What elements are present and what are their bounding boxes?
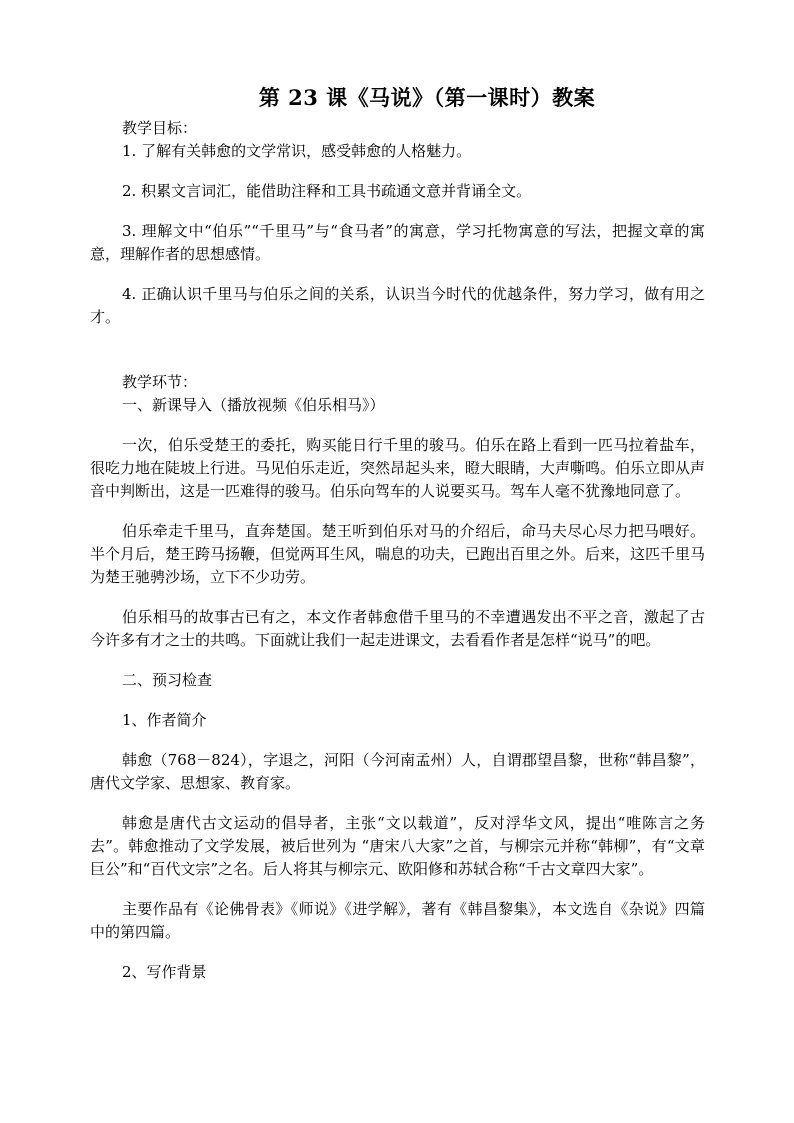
section-heading-intro: 一、新课导入（播放视频《伯乐相马》） — [122, 396, 385, 414]
subheading-background: 2、写作背景 — [122, 963, 207, 981]
story-paragraph-2: 伯乐牵走千里马，直奔楚国。楚王听到伯乐对马的介绍后，命马夫尽心尽力把马喂好。半个月后，楚王跨马扬鞭，但觉两耳生风，喘息的功夫，已跑出百里之外。后来，这匹千里马为楚王驰骋沙场，立下不少功劳。 — [90, 522, 706, 586]
story-paragraph-1: 一次，伯乐受楚王的委托，购买能日行千里的骏马。伯乐在路上看到一匹马拉着盐车，很吃力地在陡坡上行进。马见伯乐走近，突然昂起头来，瞪大眼睛，大声嘶鸣。伯乐立即从声音中判断出，这是一匹难得的骏马。伯乐向驾车的人说要买马。驾车人毫不犹豫地同意了。 — [90, 436, 706, 500]
goal-item-1: 1. 了解有关韩愈的文学常识，感受韩愈的人格魅力。 — [122, 142, 472, 160]
author-paragraph-2: 韩愈是唐代古文运动的倡导者，主张“文以载道”，反对浮华文风，提出“唯陈言之务去”。韩愈推动了文学发展，被后世列为 “唐宋八大家”之首，与柳宗元并称“韩柳”，有“文章巨公”和“百代文宗”之名。后人将其与柳宗元、欧阳修和苏轼合称“千古文章四大家”。 — [90, 814, 705, 878]
author-paragraph-3: 主要作品有《论佛骨表》《师说》《进学解》，著有《韩昌黎集》，本文选自《杂说》四篇中的第四篇。 — [90, 900, 705, 941]
goal-item-2: 2. 积累文言词汇，能借助注释和工具书疏通文意并背诵全文。 — [122, 182, 532, 200]
page-title: 第 23 课《马说》（第一课时）教案 — [258, 85, 596, 110]
section-heading-preview: 二、预习检查 — [122, 671, 213, 689]
goals-heading: 教学目标： — [122, 119, 198, 137]
goal-item-4: 4. 正确认识千里马与伯乐之间的关系，认识当今时代的优越条件，努力学习，做有用之才。 — [90, 285, 705, 326]
subheading-author: 1、作者简介 — [122, 711, 207, 729]
story-paragraph-3: 伯乐相马的故事古已有之，本文作者韩愈借千里马的不幸遭遇发出不平之音，激起了古今许多有才之士的共鸣。下面就让我们一起走进课文，去看看作者是怎样“说马”的吧。 — [90, 608, 705, 649]
goal-item-3: 3. 理解文中“伯乐”“千里马”与“食马者”的寓意，学习托物寓意的写法，把握文章的寓意，理解作者的思想感情。 — [90, 222, 705, 263]
steps-heading: 教学环节： — [122, 373, 198, 391]
author-paragraph-1: 韩愈（768－824），字退之，河阳（今河南孟州）人，自谓郡望昌黎，世称“韩昌黎”，唐代文学家、思想家、教育家。 — [90, 751, 705, 792]
document-body — [90, 117, 705, 984]
